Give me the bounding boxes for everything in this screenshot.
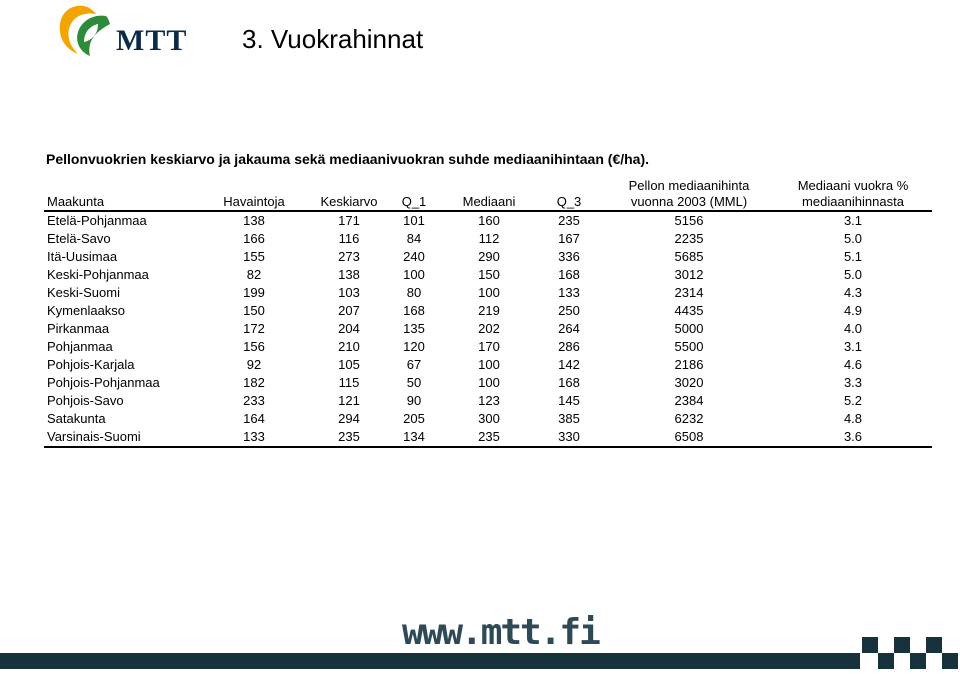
cell-mean: 121 <box>338 393 360 408</box>
col-header-q1: Q_1 <box>384 176 444 211</box>
table-row <box>44 230 932 248</box>
cell-count: 150 <box>243 303 265 318</box>
cell-land-price: 6232 <box>674 411 704 426</box>
checker-square <box>926 637 942 653</box>
cell-count: 166 <box>243 231 265 246</box>
cell-mean: 171 <box>338 213 360 228</box>
cell-region: Kymenlaakso <box>47 303 126 318</box>
col-header-ratio-line1: Mediaani vuokra % <box>797 178 909 193</box>
cell-region: Pohjanmaa <box>47 339 113 354</box>
table-row <box>44 266 932 284</box>
cell-q1: 120 <box>403 339 425 354</box>
cell-median: 112 <box>478 231 500 246</box>
table-caption: Pellonvuokrien keskiarvo ja jakauma sekä mediaanivuokran suhde mediaanihintaan (€/ha). <box>46 151 650 167</box>
cell-q1: 84 <box>406 231 422 246</box>
cell-region: Pohjois-Karjala <box>47 357 135 372</box>
cell-median: 100 <box>478 357 500 372</box>
cell-ratio: 4.3 <box>843 285 863 300</box>
cell-land-price: 3020 <box>674 375 704 390</box>
mtt-logo <box>54 2 188 60</box>
cell-mean: 210 <box>338 339 360 354</box>
cell-ratio: 4.8 <box>843 411 863 426</box>
cell-median: 202 <box>478 321 500 336</box>
cell-q3: 145 <box>558 393 580 408</box>
cell-region: Keski-Pohjanmaa <box>47 267 149 282</box>
cell-ratio: 4.0 <box>843 321 863 336</box>
col-header-ratio-line2: mediaanihinnasta <box>802 194 904 209</box>
col-header-land-price-line2: vuonna 2003 (MML) <box>630 194 748 209</box>
logo-wordmark: MTT <box>116 24 188 57</box>
cell-ratio: 3.1 <box>843 339 863 354</box>
cell-mean: 138 <box>338 267 360 282</box>
cell-median: 160 <box>478 213 500 228</box>
cell-median: 123 <box>478 393 500 408</box>
table-row <box>44 392 932 410</box>
cell-region: Itä-Uusimaa <box>47 249 118 264</box>
cell-q3: 142 <box>558 357 580 372</box>
cell-ratio: 3.6 <box>774 428 932 447</box>
cell-count: 233 <box>243 393 265 408</box>
cell-count: 156 <box>243 339 265 354</box>
cell-ratio: 5.0 <box>843 231 863 246</box>
cell-median: 100 <box>478 375 500 390</box>
cell-count: 172 <box>243 321 265 336</box>
cell-q3: 385 <box>558 411 580 426</box>
cell-count: 199 <box>243 285 265 300</box>
cell-q3: 168 <box>558 267 580 282</box>
mtt-leaf-icon <box>54 2 114 60</box>
cell-count: 155 <box>243 249 265 264</box>
table-row <box>44 338 932 356</box>
cell-region: Satakunta <box>47 411 106 426</box>
table-row <box>44 284 932 302</box>
cell-count: 82 <box>246 267 262 282</box>
cell-ratio: 5.2 <box>843 393 863 408</box>
cell-count: 133 <box>194 428 314 447</box>
cell-q1: 205 <box>403 411 425 426</box>
footer-bar <box>0 653 860 669</box>
checker-square <box>894 637 910 653</box>
cell-median: 235 <box>444 428 534 447</box>
checker-square <box>910 653 926 669</box>
table-row <box>44 374 932 392</box>
table-header-row <box>44 176 932 211</box>
cell-q1: 80 <box>406 285 422 300</box>
cell-mean: 115 <box>338 375 360 390</box>
cell-q1: 134 <box>384 428 444 447</box>
cell-median: 300 <box>478 411 500 426</box>
table-body <box>44 211 932 447</box>
cell-region: Varsinais-Suomi <box>44 428 194 447</box>
cell-q3: 250 <box>558 303 580 318</box>
col-header-median: Mediaani <box>444 176 534 211</box>
cell-q1: 50 <box>406 375 422 390</box>
cell-mean: 103 <box>338 285 360 300</box>
cell-region: Pohjois-Savo <box>47 393 124 408</box>
col-header-q3: Q_3 <box>534 176 604 211</box>
cell-q1: 67 <box>406 357 422 372</box>
cell-count: 92 <box>246 357 262 372</box>
cell-q1: 100 <box>403 267 425 282</box>
cell-region: Etelä-Savo <box>47 231 111 246</box>
cell-land-price: 5500 <box>674 339 704 354</box>
cell-q1: 135 <box>403 321 425 336</box>
cell-median: 290 <box>478 249 500 264</box>
col-header-mean: Keskiarvo <box>314 176 384 211</box>
cell-q3: 330 <box>534 428 604 447</box>
cell-count: 138 <box>243 213 265 228</box>
cell-q3: 167 <box>558 231 580 246</box>
cell-q3: 235 <box>558 213 580 228</box>
cell-ratio: 3.3 <box>843 375 863 390</box>
cell-q3: 168 <box>558 375 580 390</box>
cell-land-price: 2186 <box>674 357 704 372</box>
cell-land-price: 3012 <box>674 267 704 282</box>
table-row <box>44 320 932 338</box>
col-header-land-price-line1: Pellon mediaanihinta <box>628 178 750 193</box>
table-row <box>44 428 932 447</box>
cell-region: Etelä-Pohjanmaa <box>47 213 147 228</box>
cell-q1: 101 <box>403 213 425 228</box>
cell-mean: 273 <box>338 249 360 264</box>
cell-q3: 133 <box>558 285 580 300</box>
cell-count: 164 <box>243 411 265 426</box>
cell-ratio: 5.1 <box>843 249 863 264</box>
table-row <box>44 356 932 374</box>
cell-median: 100 <box>478 285 500 300</box>
cell-land-price: 6508 <box>604 428 774 447</box>
cell-region: Pohjois-Pohjanmaa <box>47 375 160 390</box>
checker-square <box>942 653 958 669</box>
col-header-count: Havaintoja <box>194 176 314 211</box>
cell-median: 170 <box>478 339 500 354</box>
cell-q3: 286 <box>558 339 580 354</box>
cell-q3: 264 <box>558 321 580 336</box>
cell-region: Keski-Suomi <box>47 285 120 300</box>
cell-q3: 336 <box>558 249 580 264</box>
cell-mean: 294 <box>338 411 360 426</box>
cell-region: Pirkanmaa <box>47 321 110 336</box>
cell-mean: 116 <box>338 231 360 246</box>
cell-median: 150 <box>478 267 500 282</box>
cell-q1: 90 <box>406 393 422 408</box>
col-header-ratio <box>774 176 932 211</box>
cell-mean: 204 <box>338 321 360 336</box>
table-row <box>44 410 932 428</box>
cell-land-price: 2384 <box>674 393 704 408</box>
cell-mean: 105 <box>338 357 360 372</box>
col-header-region: Maakunta <box>44 176 194 211</box>
col-header-land-price <box>604 176 774 211</box>
cell-median: 219 <box>478 303 500 318</box>
cell-ratio: 5.0 <box>843 267 863 282</box>
cell-land-price: 5000 <box>674 321 704 336</box>
slide-title: 3. Vuokrahinnat <box>242 24 424 54</box>
rent-table <box>44 176 932 448</box>
cell-land-price: 2235 <box>674 231 704 246</box>
cell-land-price: 5156 <box>674 213 704 228</box>
cell-land-price: 2314 <box>674 285 704 300</box>
table-row <box>44 302 932 320</box>
cell-q1: 240 <box>403 249 425 264</box>
cell-q1: 168 <box>403 303 425 318</box>
cell-land-price: 4435 <box>674 303 704 318</box>
table-row <box>44 248 932 266</box>
cell-mean: 235 <box>314 428 384 447</box>
footer-url: www.mtt.fi <box>402 612 599 653</box>
cell-ratio: 4.6 <box>843 357 863 372</box>
checker-square <box>878 653 894 669</box>
checker-square <box>862 637 878 653</box>
cell-count: 182 <box>243 375 265 390</box>
cell-mean: 207 <box>338 303 360 318</box>
cell-ratio: 4.9 <box>843 303 863 318</box>
cell-land-price: 5685 <box>674 249 704 264</box>
table-row <box>44 211 932 230</box>
cell-ratio: 3.1 <box>843 213 863 228</box>
